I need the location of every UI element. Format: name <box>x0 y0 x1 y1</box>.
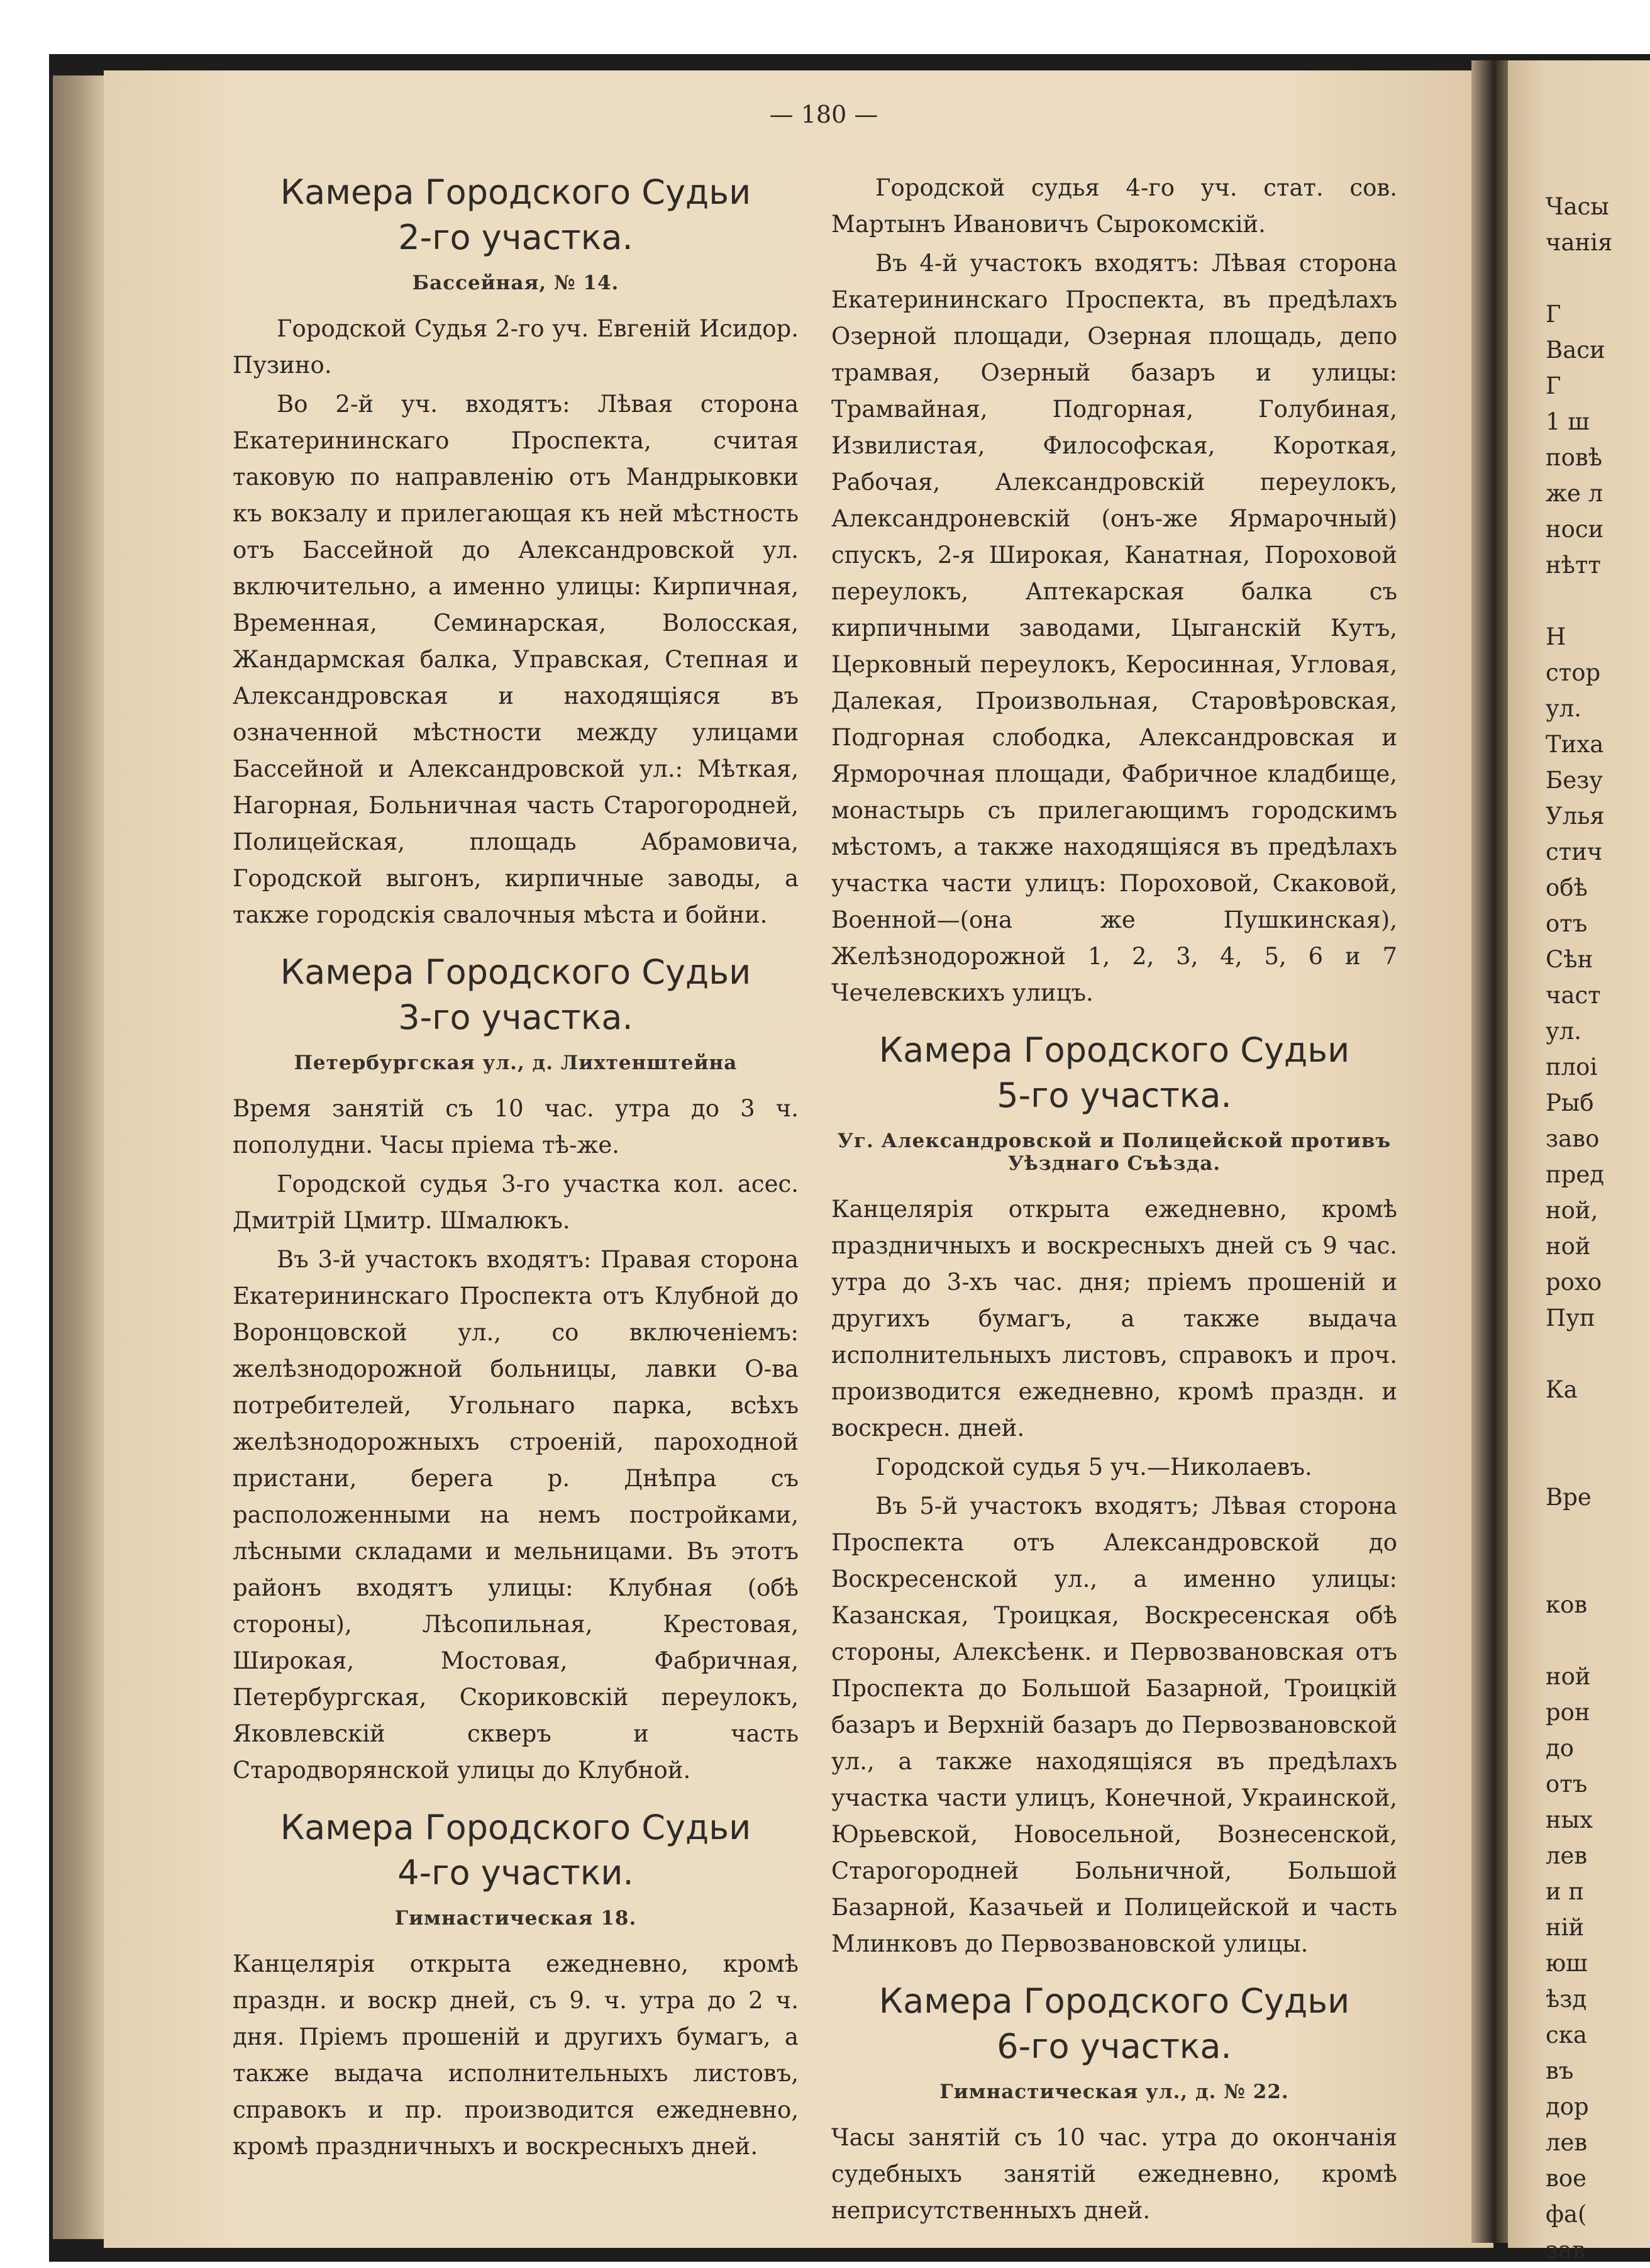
next-page-fragment: стор <box>1546 659 1601 686</box>
section-heading <box>831 1028 1397 1118</box>
next-page-fragment: фа( <box>1546 2201 1587 2228</box>
next-page-fragment: ной <box>1546 1233 1591 1260</box>
next-page-fragment: рохо <box>1546 1269 1602 1296</box>
next-page-fragment: плоі <box>1546 1053 1598 1081</box>
next-page-fragment: чанія <box>1546 229 1613 256</box>
next-page-fragment: 1 ш <box>1546 408 1590 435</box>
heading-line: 2-го участка. <box>398 218 633 257</box>
heading-line: 5-го участка. <box>997 1076 1232 1115</box>
heading-line: Камера Городского Судьи <box>280 172 751 212</box>
paragraph: Въ 4-й участокъ входятъ: Лѣвая сторона Екатерининскаго Проспекта, въ предѣлахъ Озерной площади, Озерная площадь, депо трамвая, Озерный базаръ и улицы: Трамвайная, Подгорная, Голубиная, Извилистая, Философская, Короткая, Рабочая, Александровскій переулокъ, Александроневскій (онъ-же Ярмарочный) спускъ, 2-я Широкая, Канатная, Пороховой переулокъ, Аптекарская балка съ кирпичными заводами, Цыганскій Кутъ, Церковный переулокъ, Керосинная, Угловая, Далекая, Произвольная, Старовѣровская, Подгорная слободка, Александровская и Ярморочная площади, Фабричное кладбище, монастырь съ прилегающимъ городскимъ мѣстомъ, а также находящіяся въ предѣлахъ участка части улицъ: Пороховой, Скаковой, Военной—(она же Пушкинская), Желѣзнодорожной 1, 2, 3, 4, 5, 6 и 7 Чечелевскихъ улицъ. <box>831 250 1397 1006</box>
next-page-fragment: Рыб <box>1546 1089 1594 1116</box>
next-page-fragment: Часы <box>1546 193 1609 220</box>
address: Гимнастическая ул., д. № 22. <box>939 2081 1289 2103</box>
paragraph: Канцелярія открыта ежедневно, кромѣ праздничныхъ и воскресныхъ дней съ 9 час. утра до 3-хъ час. дня; пріемъ прошеній и другихъ бумагъ, а также выдача исполнительныхъ листовъ, справокъ и проч. производится ежедневно, кромѣ праздн. и воскресн. дней. <box>831 1196 1397 1442</box>
next-page-fragment: же л <box>1546 480 1603 507</box>
heading-line: Камера Городского Судьи <box>878 1981 1350 2021</box>
next-page-fragment: юш <box>1546 1950 1588 1977</box>
heading-line: 3-го участка. <box>398 998 633 1037</box>
left-column <box>233 170 799 2167</box>
address: Уг. Александровской и Полицейской противъ Уѣзднаго Съѣзда. <box>837 1130 1392 1175</box>
next-page-fragment: зав <box>1546 2237 1586 2264</box>
heading-line: 6-го участка. <box>997 2026 1232 2066</box>
address: Бассейная, № 14. <box>412 272 619 294</box>
heading-line: 4-го участки. <box>397 1853 634 1893</box>
paragraph: Въ 5-й участокъ входятъ; Лѣвая сторона Проспекта отъ Александровской до Воскресенской ул., а именно улицы: Казанская, Троицкая, Воскресенская обѣ стороны, Алексѣенк. и Первозвановская отъ Проспекта до Большой Базарной, Троицкій базаръ и Верхній базаръ до Первозвановской ул., а также находящіяся въ предѣлахъ участка части улицъ, Конечной, Украинской, Юрьевской, Новосельной, Вознесенской, Старогородней Больничной, Большой Базарной, Казачьей и Полицейской и часть Млинковъ до Первозвановской улицы. <box>831 1493 1397 1957</box>
paragraph: Время занятій съ 10 час. утра до 3 ч. пополудни. Часы пріема тѣ-же. <box>233 1095 799 1159</box>
next-page-fragment: Г <box>1546 301 1561 328</box>
address: Гимнастическая 18. <box>394 1907 637 1930</box>
book-gutter <box>1471 60 1509 2243</box>
paragraph: Городской судья 4-го уч. стат. сов. Мартынъ Ивановичъ Сырокомскій. <box>831 174 1397 238</box>
next-page-fragment: лев <box>1546 2129 1588 2156</box>
next-page-fragment: Ка <box>1546 1376 1578 1403</box>
paragraph: Часы занятій съ 10 час. утра до окончанія судебныхъ занятій ежедневно, кромѣ неприсутственныхъ дней. <box>831 2124 1397 2224</box>
next-page-fragment: Пуп <box>1546 1304 1595 1331</box>
next-page-fragment: Вре <box>1546 1484 1592 1511</box>
next-page-fragment: стич <box>1546 838 1603 865</box>
next-page-fragment: Безу <box>1546 767 1603 794</box>
next-page-fragment: ных <box>1546 1806 1593 1833</box>
heading-line: Камера Городского Судьи <box>280 1808 751 1847</box>
next-page-fragment: пред <box>1546 1161 1605 1188</box>
heading-line: Камера Городского Судьи <box>878 1030 1350 1070</box>
next-page-fragment: Г <box>1546 372 1561 399</box>
next-page-fragment: ѣзд <box>1546 1986 1587 2013</box>
next-page-fragment: заво <box>1546 1125 1600 1152</box>
section-heading <box>233 170 799 260</box>
next-page-fragment: Сѣн <box>1546 946 1593 973</box>
page-number: — 180 — <box>769 101 878 128</box>
next-page-fragment: ул. <box>1546 695 1582 722</box>
next-page-fragment: носи <box>1546 516 1604 543</box>
next-page-fragment: въ <box>1546 2057 1574 2084</box>
next-page-fragment: ул. <box>1546 1018 1582 1045</box>
next-page-fragment: нѣтт <box>1546 552 1601 579</box>
next-page-fragment: Тиха <box>1546 731 1604 758</box>
next-page-fragment: Васи <box>1546 336 1605 364</box>
next-page-fragment: и п <box>1546 1878 1585 1905</box>
next-page-fragment: част <box>1546 982 1601 1009</box>
next-page-fragment: ной, <box>1546 1197 1598 1224</box>
paragraph: Городской Судья 2-го уч. Евгеній Исидор. Пузино. <box>233 315 799 379</box>
next-page-fragment: отъ <box>1546 1770 1588 1798</box>
section-heading <box>233 950 799 1040</box>
paragraph: Городской судья 5 уч.—Николаевъ. <box>875 1454 1312 1481</box>
heading-line: Камера Городского Судьи <box>280 952 751 992</box>
address: Петербургская ул., д. Лихтенштейна <box>294 1052 738 1074</box>
section-heading <box>831 1979 1397 2069</box>
next-page-fragment: до <box>1546 1735 1575 1762</box>
paragraph: Городской судья 3-го участка кол. асес. Дмитрій Цмитр. Шмалюкъ. <box>233 1170 799 1234</box>
next-page-fragment: ска <box>1546 2021 1587 2048</box>
next-page-fragment: обѣ <box>1546 874 1588 901</box>
next-page-fragment: Улья <box>1546 803 1605 830</box>
next-page-fragment: лев <box>1546 1842 1588 1869</box>
next-page-fragment: Н <box>1546 623 1566 650</box>
next-page-fragment: ной <box>1546 1663 1591 1690</box>
paragraph: Канцелярія открыта ежедневно, кромѣ праздн. и воскр дней, съ 9. ч. утра до 2 ч. дня. Пріемъ прошеній и другихъ бумагъ, а также выдача исполнительныхъ листовъ, справокъ и пр. производится ежедневно, кромѣ праздничныхъ и воскресныхъ дней. <box>233 1950 799 2160</box>
next-page-edge <box>1508 60 1650 2264</box>
next-page-fragment: отъ <box>1546 910 1588 937</box>
right-column <box>831 170 1397 2232</box>
paragraph: Во 2-й уч. входятъ: Лѣвая сторона Екатерининскаго Проспекта, считая таковую по направленію отъ Мандрыковки къ вокзалу и прилегающая къ ней мѣстность отъ Бассейной до Александровской ул. включительно, а именно улицы: Кирпичная, Временная, Семинарская, Волосская, Жандармская балка, Управская, Степная и Александровская и находящіяся въ означенной мѣстности между улицами Бассейной и Александровской ул.: Мѣткая, Нагорная, Больничная часть Старогородней, Полицейская, площадь Абрамовича, Городской выгонъ, кирпичные заводы, а также городскія свалочныя мѣста и бойни. <box>233 391 799 928</box>
next-page-fragment: повѣ <box>1546 444 1603 471</box>
next-page-fragment: ков <box>1546 1591 1588 1618</box>
next-page-fragment: вое <box>1546 2165 1587 2192</box>
section-heading <box>233 1805 799 1896</box>
next-page-fragment: рон <box>1546 1699 1590 1726</box>
next-page-fragment: ній <box>1546 1914 1585 1941</box>
paragraph: Въ 3-й участокъ входятъ: Правая сторона Екатерининскаго Проспекта отъ Клубной до Воронцовской ул., со включеніемъ: желѣзнодорожной больницы, лавки О-ва потребителей, Угольнаго парка, всѣхъ желѣзнодорожныхъ строеній, пароходной пристани, берега р. Днѣпра съ расположенными на немъ постройками, лѣсными складами и мельницами. Въ этотъ районъ входятъ улицы: Клубная (обѣ стороны), Лѣсопильная, Крестовая, Широкая, Мостовая, Фабричная, Петербургская, Скориковскій переулокъ, Яковлевскій скверъ и часть Стародворянской улицы до Клубной. <box>233 1246 799 1784</box>
book-page-edges <box>53 75 109 2239</box>
next-page-fragment: дор <box>1546 2093 1589 2120</box>
